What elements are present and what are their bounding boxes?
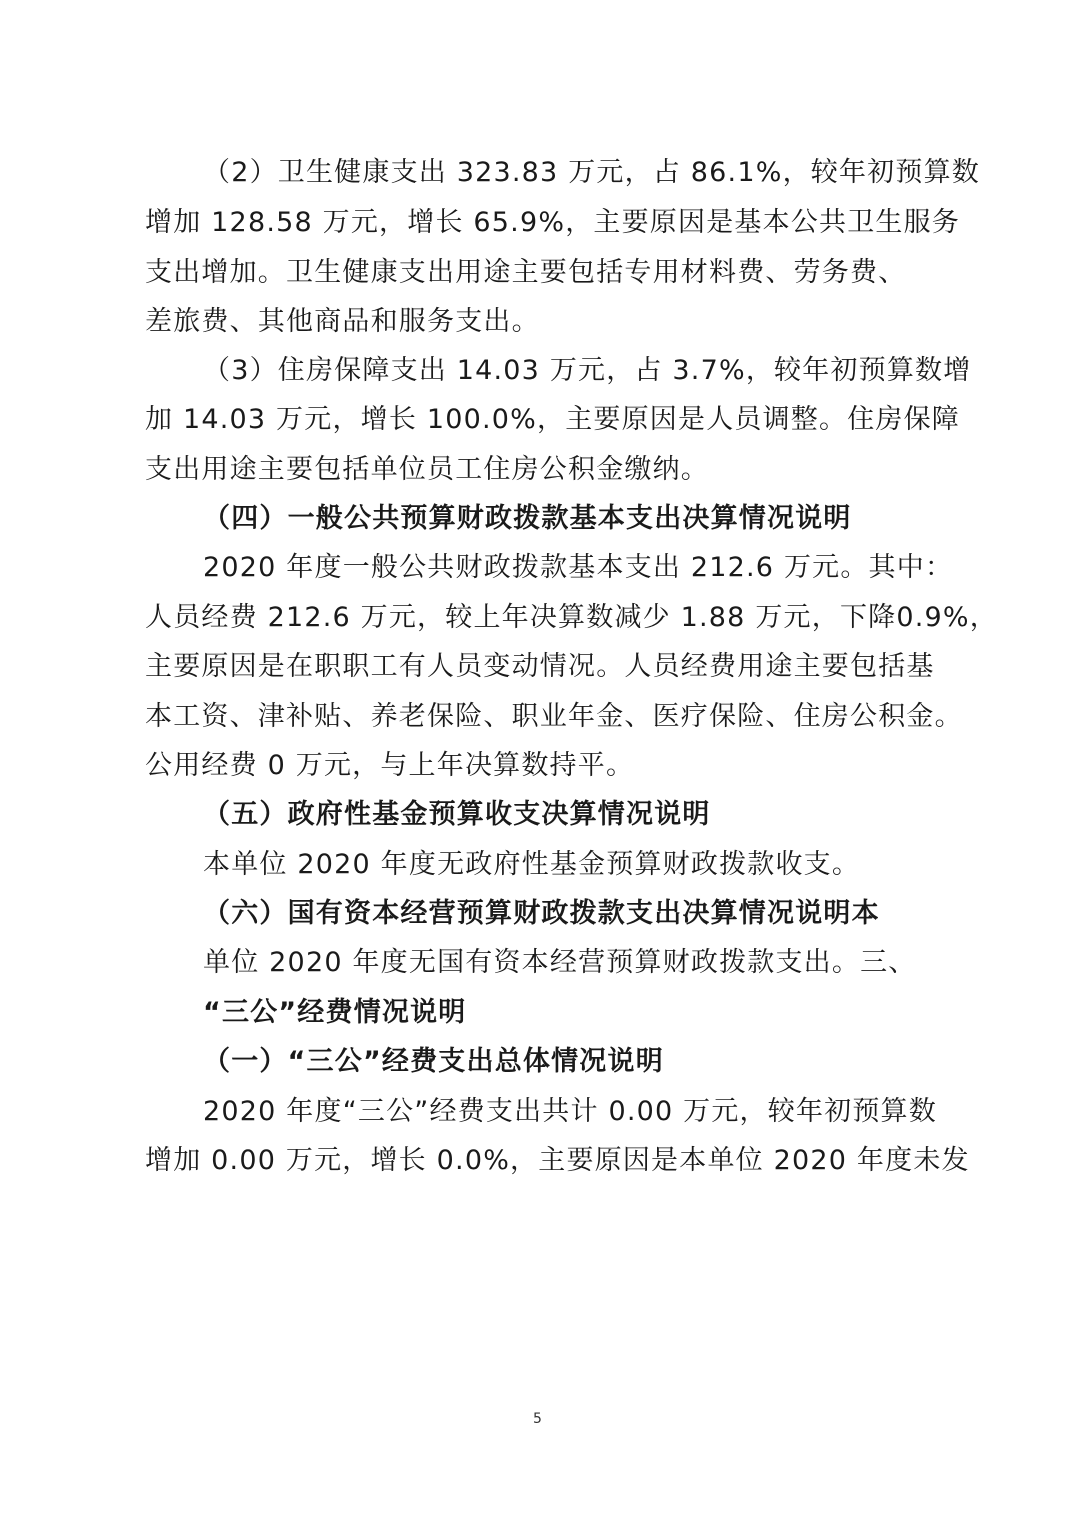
text-line: 单位 2020 年度无国有资本经营预算财政拨款支出。三、	[203, 947, 917, 978]
text-line: 增加 0.00 万元，增长 0.0%，主要原因是本单位 2020 年度未发	[145, 1145, 970, 1176]
text-line: 本单位 2020 年度无政府性基金预算财政拨款收支。	[203, 849, 861, 880]
section-heading: （一）“三公”经费支出总体情况说明	[203, 1046, 664, 1077]
section-heading: （六）国有资本经营预算财政拨款支出决算情况说明本	[203, 898, 880, 929]
text-line: 主要原因是在职职工有人员变动情况。人员经费用途主要包括基	[145, 651, 935, 682]
text-line: 差旅费、其他商品和服务支出。	[145, 306, 540, 337]
page-number: 5	[533, 1411, 542, 1427]
text-line: 本工资、津补贴、养老保险、职业年金、医疗保险、住房公积金。	[145, 701, 963, 732]
section-heading: “三公”经费情况说明	[203, 997, 467, 1028]
text-line: 公用经费 0 万元，与上年决算数持平。	[145, 750, 635, 781]
text-line: （2）卫生健康支出 323.83 万元，占 86.1%，较年初预算数	[203, 157, 980, 188]
text-line: 加 14.03 万元，增长 100.0%，主要原因是人员调整。住房保障	[145, 404, 960, 435]
section-heading: （五）政府性基金预算收支决算情况说明	[203, 799, 711, 830]
text-line: 增加 128.58 万元，增长 65.9%，主要原因是基本公共卫生服务	[145, 207, 960, 238]
text-line: 人员经费 212.6 万元，较上年决算数减少 1.88 万元，下降0.9%，	[145, 602, 998, 633]
text-line: （3）住房保障支出 14.03 万元，占 3.7%，较年初预算数增	[203, 355, 972, 386]
text-line: 支出用途主要包括单位员工住房公积金缴纳。	[145, 454, 709, 485]
text-line: 支出增加。卫生健康支出用途主要包括专用材料费、劳务费、	[145, 257, 907, 288]
text-line: 2020 年度“三公”经费支出共计 0.00 万元，较年初预算数	[203, 1096, 937, 1127]
section-heading: （四）一般公共预算财政拨款基本支出决算情况说明	[203, 503, 852, 534]
text-line: 2020 年度一般公共财政拨款基本支出 212.6 万元。其中：	[203, 552, 954, 583]
